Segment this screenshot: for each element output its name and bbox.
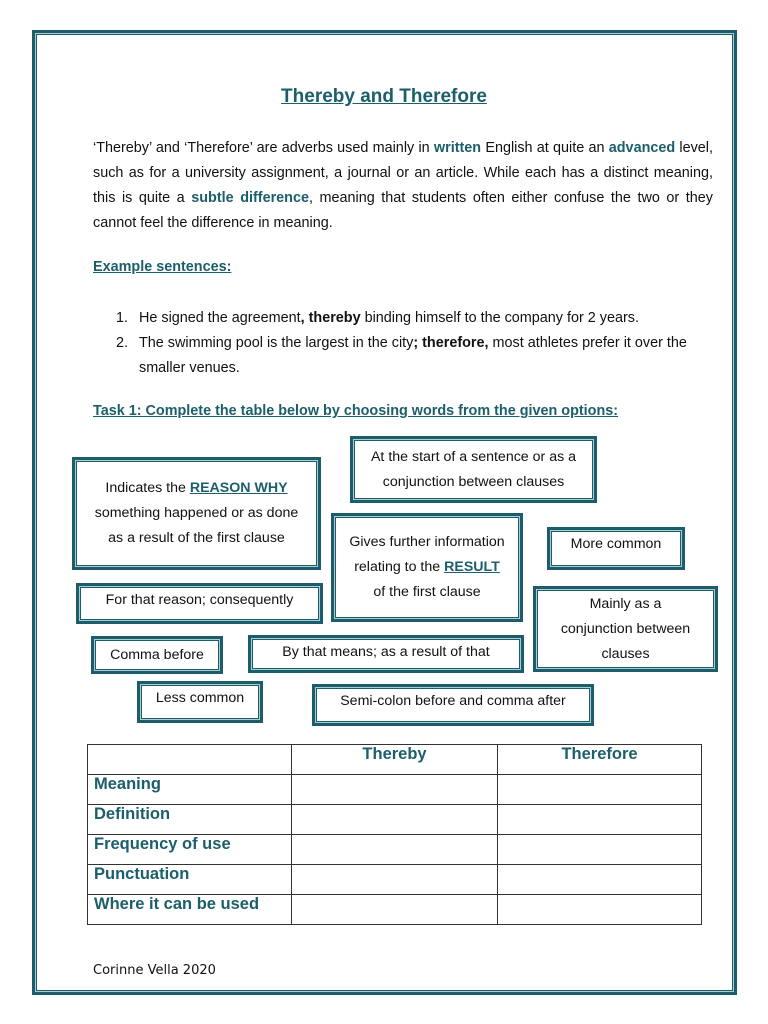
row-label: Where it can be used (88, 895, 292, 925)
header-thereby: Thereby (292, 745, 498, 775)
answer-cell[interactable] (292, 865, 498, 895)
row-label: Meaning (88, 775, 292, 805)
text: something happened or as done as a result of the first clause (94, 505, 299, 546)
text: , meaning that students often either confuse the two or they cannot feel the difference in meaning. (93, 190, 713, 231)
text: Gives further information relating to the (349, 534, 505, 575)
answer-cell[interactable] (498, 775, 702, 805)
table-row (88, 775, 702, 805)
text: Indicates the (105, 480, 190, 496)
table-row (88, 865, 702, 895)
text: most athletes prefer it over the smaller venues. (139, 335, 687, 376)
list-item (116, 331, 716, 381)
comparison-table (87, 744, 702, 925)
answer-cell[interactable] (292, 775, 498, 805)
table-header-row (88, 745, 702, 775)
highlight-subtle: subtle difference (191, 190, 309, 206)
task-heading: Task 1: Complete the table below by choosing words from the given options: (93, 403, 619, 419)
row-label: Frequency of use (88, 835, 292, 865)
keyword: , thereby (300, 310, 361, 326)
text: of the first clause (373, 584, 481, 600)
row-label: Definition (88, 805, 292, 835)
item-number: 1. (116, 310, 129, 326)
table-row (88, 895, 702, 925)
item-number: 2. (116, 335, 129, 351)
examples-list (116, 306, 716, 381)
text: binding himself to the company for 2 years. (360, 310, 639, 326)
answer-cell[interactable] (498, 835, 702, 865)
keyword: REASON WHY (189, 480, 288, 496)
option-gives-further (331, 513, 523, 622)
table-row (88, 805, 702, 835)
answer-cell[interactable] (498, 865, 702, 895)
examples-heading: Example sentences: (93, 259, 232, 275)
intro-paragraph (93, 136, 713, 236)
page-title: Thereby and Therefore (281, 86, 487, 107)
option-more-common: More common (547, 527, 685, 570)
option-semicolon: Semi-colon before and comma after (312, 684, 594, 726)
header-cell (88, 745, 292, 775)
text: level, such as for a university assignment, a journal or an article. While each has a distinct meaning, this is quite a (93, 140, 714, 206)
text: English at quite an (481, 140, 609, 156)
header-therefore: Therefore (498, 745, 702, 775)
option-comma-before: Comma before (91, 636, 223, 674)
highlight-written: written (433, 140, 482, 156)
text: ‘Thereby’ and ‘Therefore’ are adverbs used mainly in (93, 140, 434, 156)
text: The swimming pool is the largest in the city (139, 335, 414, 351)
option-by-that-means: By that means; as a result of that (248, 635, 524, 673)
option-for-that-reason: For that reason; consequently (76, 583, 323, 624)
highlight-advanced: advanced (608, 140, 676, 156)
keyword: RESULT (444, 559, 500, 575)
text: He signed the agreement (139, 310, 301, 326)
row-label: Punctuation (88, 865, 292, 895)
option-less-common: Less common (137, 681, 263, 723)
table-row (88, 835, 702, 865)
list-item (116, 306, 716, 331)
keyword: ; therefore, (413, 335, 489, 351)
option-start-of-sentence: At the start of a sentence or as a conjunction between clauses (350, 436, 597, 503)
option-mainly-conjunction: Mainly as a conjunction between clauses (533, 586, 718, 672)
answer-cell[interactable] (292, 805, 498, 835)
answer-cell[interactable] (498, 895, 702, 925)
footer-author: Corinne Vella 2020 (93, 963, 216, 978)
answer-cell[interactable] (292, 835, 498, 865)
option-reason-why (72, 457, 321, 570)
answer-cell[interactable] (498, 805, 702, 835)
answer-cell[interactable] (292, 895, 498, 925)
